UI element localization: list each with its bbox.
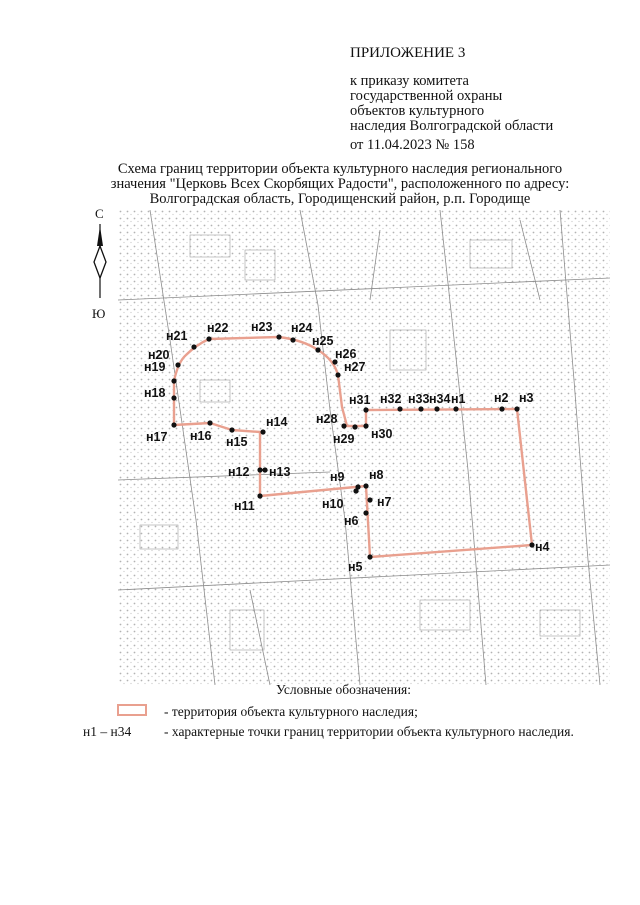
point-label-н17: н17 — [146, 430, 168, 444]
point-label-н22: н22 — [207, 321, 229, 335]
boundary-point-н8 — [363, 483, 368, 488]
point-label-н9: н9 — [330, 470, 345, 484]
point-label-н19: н19 — [144, 360, 166, 374]
scheme-title-line: Схема границ территории объекта культурного наследия регионального — [117, 161, 563, 177]
compass-diamond-icon — [94, 246, 106, 278]
point-label-н31: н31 — [349, 393, 371, 407]
point-label-н3: н3 — [519, 391, 534, 405]
north-label: С — [95, 206, 104, 221]
order-line: объектов культурного — [350, 103, 485, 119]
boundary-point-н16 — [207, 420, 212, 425]
point-label-н27: н27 — [344, 360, 366, 374]
boundary-point-н10 — [353, 488, 358, 493]
point-label-н1: н1 — [451, 392, 466, 406]
order-date: от 11.04.2023 № 158 — [350, 137, 475, 153]
point-label-н30: н30 — [371, 427, 393, 441]
point-label-н8: н8 — [369, 468, 384, 482]
boundary-point-н29 — [352, 424, 357, 429]
boundary-point-н33 — [418, 406, 423, 411]
order-line: наследия Волгоградской области — [350, 118, 554, 134]
boundary-point-н14 — [260, 429, 265, 434]
point-label-н5: н5 — [348, 560, 363, 574]
point-label-н7: н7 — [377, 495, 392, 509]
point-label-н28: н28 — [316, 412, 338, 426]
boundary-point-н22 — [206, 336, 211, 341]
boundary-point-н19 — [171, 378, 176, 383]
legend-territory-swatch — [117, 704, 147, 716]
point-label-н11: н11 — [234, 499, 255, 513]
boundary-point-н12 — [257, 467, 262, 472]
boundary-point-н2 — [499, 406, 504, 411]
point-label-н10: н10 — [322, 497, 344, 511]
boundary-point-н31 — [363, 407, 368, 412]
boundary-point-н34 — [434, 406, 439, 411]
boundary-point-н21 — [191, 344, 196, 349]
boundary-point-н27 — [335, 372, 340, 377]
boundary-point-н7 — [367, 497, 372, 502]
boundary-point-н11 — [257, 493, 262, 498]
scheme-title-line: значения "Церковь Всех Скорбящих Радости", расположенного по адресу: — [110, 176, 570, 192]
point-label-н29: н29 — [333, 432, 355, 446]
boundary-point-н20 — [175, 362, 180, 367]
point-label-н26: н26 — [335, 347, 357, 361]
point-label-н13: н13 — [269, 465, 291, 479]
legend-title: Условные обозначения: — [276, 682, 412, 697]
south-label: Ю — [92, 306, 106, 321]
scheme-title-line: Волгоградская область, Городищенский район, р.п. Городище — [149, 191, 531, 207]
order-line: государственной охраны — [350, 88, 503, 104]
point-label-н24: н24 — [291, 321, 313, 335]
boundary-point-н30 — [363, 423, 368, 428]
point-label-н15: н15 — [226, 435, 248, 449]
boundary-point-н18 — [171, 395, 176, 400]
boundary-point-н24 — [290, 337, 295, 342]
point-label-н14: н14 — [266, 415, 288, 429]
point-label-н4: н4 — [535, 540, 550, 554]
point-label-н23: н23 — [251, 320, 273, 334]
point-label-н25: н25 — [312, 334, 334, 348]
compass-rose — [82, 206, 118, 322]
boundary-point-н15 — [229, 427, 234, 432]
point-label-н32: н32 — [380, 392, 402, 406]
boundary-point-н25 — [315, 347, 320, 352]
point-label-н34: н34 — [429, 392, 451, 406]
point-label-н18: н18 — [144, 386, 166, 400]
point-label-н21: н21 — [166, 329, 188, 343]
point-label-н6: н6 — [344, 514, 359, 528]
legend-points-text: - характерные точки границ территории объекта культурного наследия. — [164, 724, 574, 739]
boundary-point-н3 — [514, 406, 519, 411]
boundary-point-н28 — [341, 423, 346, 428]
point-label-н12: н12 — [228, 465, 250, 479]
boundary-point-н32 — [397, 406, 402, 411]
boundary-point-н4 — [529, 542, 534, 547]
boundary-point-н1 — [453, 406, 458, 411]
boundary-point-н6 — [363, 510, 368, 515]
appendix-number: ПРИЛОЖЕНИЕ 3 — [350, 45, 466, 61]
north-arrow-icon — [97, 226, 103, 246]
background-base-map — [118, 210, 610, 685]
boundary-point-н17 — [171, 422, 176, 427]
point-label-н20: н20 — [148, 348, 170, 362]
order-line: к приказу комитета — [350, 73, 469, 89]
boundary-point-н13 — [262, 467, 267, 472]
legend-points-key: н1 – н34 — [83, 724, 132, 739]
point-label-н33: н33 — [408, 392, 430, 406]
point-label-н16: н16 — [190, 429, 212, 443]
point-label-н2: н2 — [494, 391, 509, 405]
boundary-point-н23 — [276, 334, 281, 339]
boundary-point-н5 — [367, 554, 372, 559]
legend-territory-text: - территория объекта культурного наследия; — [164, 704, 418, 719]
